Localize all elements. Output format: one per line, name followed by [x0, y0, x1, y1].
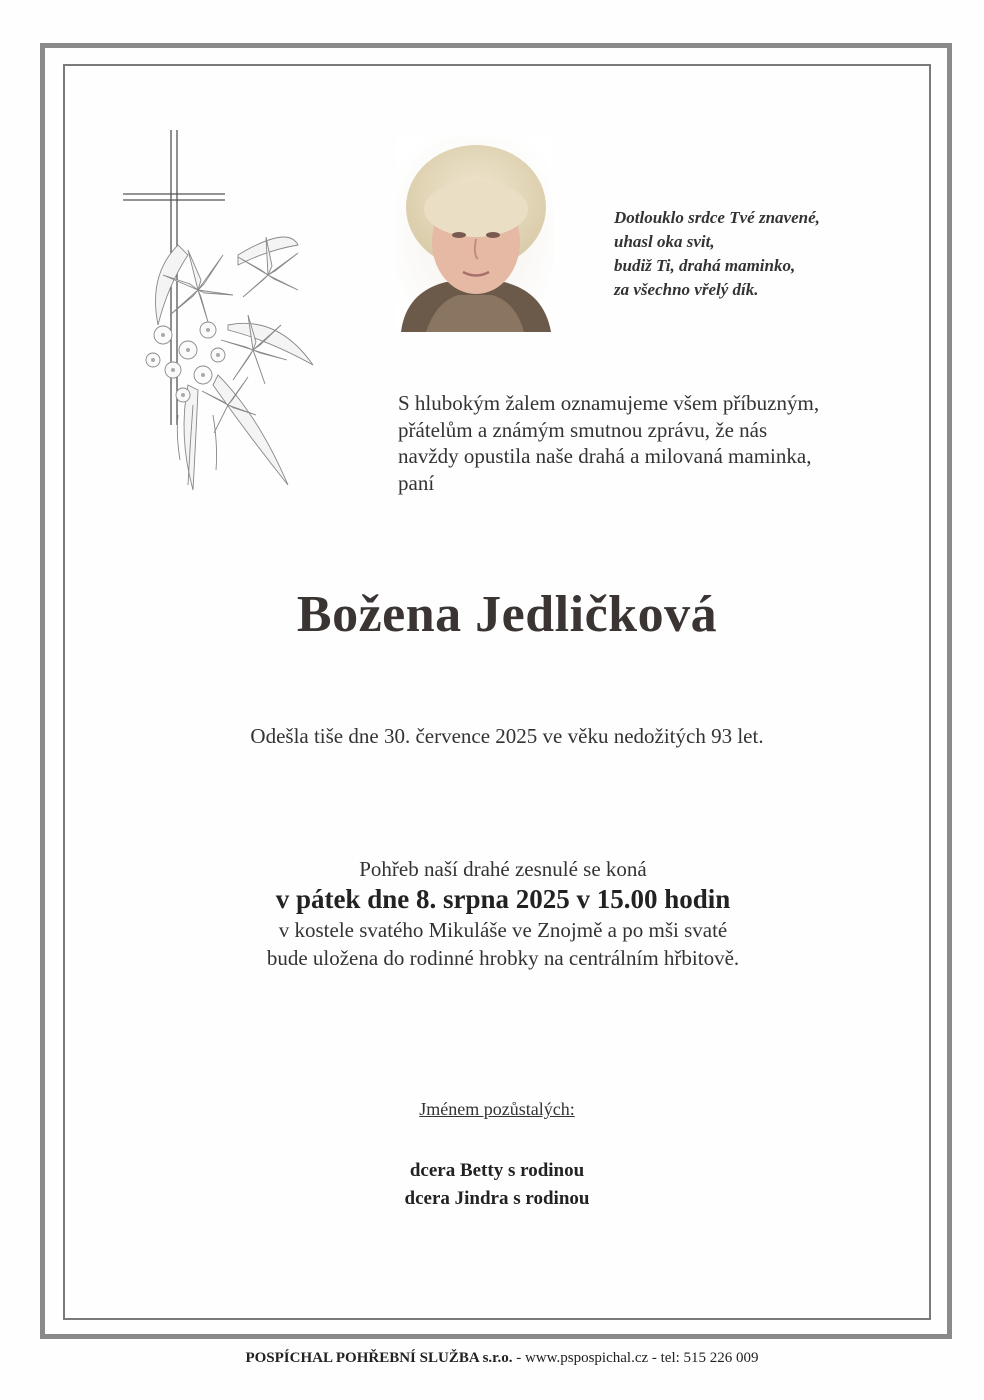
verse-line: budiž Ti, drahá maminko,	[614, 256, 796, 275]
funeral-datetime: v pátek dne 8. srpna 2025 v 15.00 hodin	[275, 884, 731, 914]
announcement-line: navždy opustila naše drahá a milovaná maminka,	[398, 444, 812, 468]
funeral-burial: bude uložena do rodinné hrobky na centrálním hřbitově.	[266, 946, 740, 970]
deceased-name: Božena Jedličková	[296, 586, 718, 643]
funeral-details	[0, 855, 984, 972]
survivor-item: dcera Jindra s rodinou	[404, 1188, 590, 1209]
footer	[0, 1350, 984, 1367]
survivors-list	[0, 1157, 984, 1213]
survivors-heading	[0, 1099, 984, 1120]
cross-with-lilies-icon	[118, 125, 338, 500]
announcement	[398, 390, 898, 496]
verse	[614, 206, 864, 302]
footer-contact: - www.pspospichal.cz - tel: 515 226 009	[512, 1350, 759, 1366]
survivors-heading-text: Jménem pozůstalých:	[419, 1099, 575, 1119]
verse-line: uhasl oka svit,	[614, 232, 715, 251]
survivor-item: dcera Betty s rodinou	[409, 1160, 585, 1181]
announcement-line: přátelům a známým smutnou zprávu, že nás	[398, 417, 768, 442]
funeral-intro: Pohřeb naší drahé zesnulé se koná	[359, 857, 647, 881]
footer-firm: POSPÍCHAL POHŘEBNÍ SLUŽBA s.r.o.	[245, 1350, 513, 1366]
verse-line: za všechno vřelý dík.	[614, 280, 759, 299]
verse-line: Dotlouklo srdce Tvé znavené,	[614, 208, 820, 227]
passed-statement: Odešla tiše dne 30. července 2025 ve věku nedožitých 93 let.	[250, 724, 764, 748]
funeral-location: v kostele svatého Mikuláše ve Znojmě a po mši svaté	[278, 918, 728, 942]
portrait-photo	[396, 137, 554, 332]
announcement-line: paní	[398, 470, 435, 495]
announcement-line: S hlubokým žalem oznamujeme všem příbuzným,	[398, 391, 820, 415]
